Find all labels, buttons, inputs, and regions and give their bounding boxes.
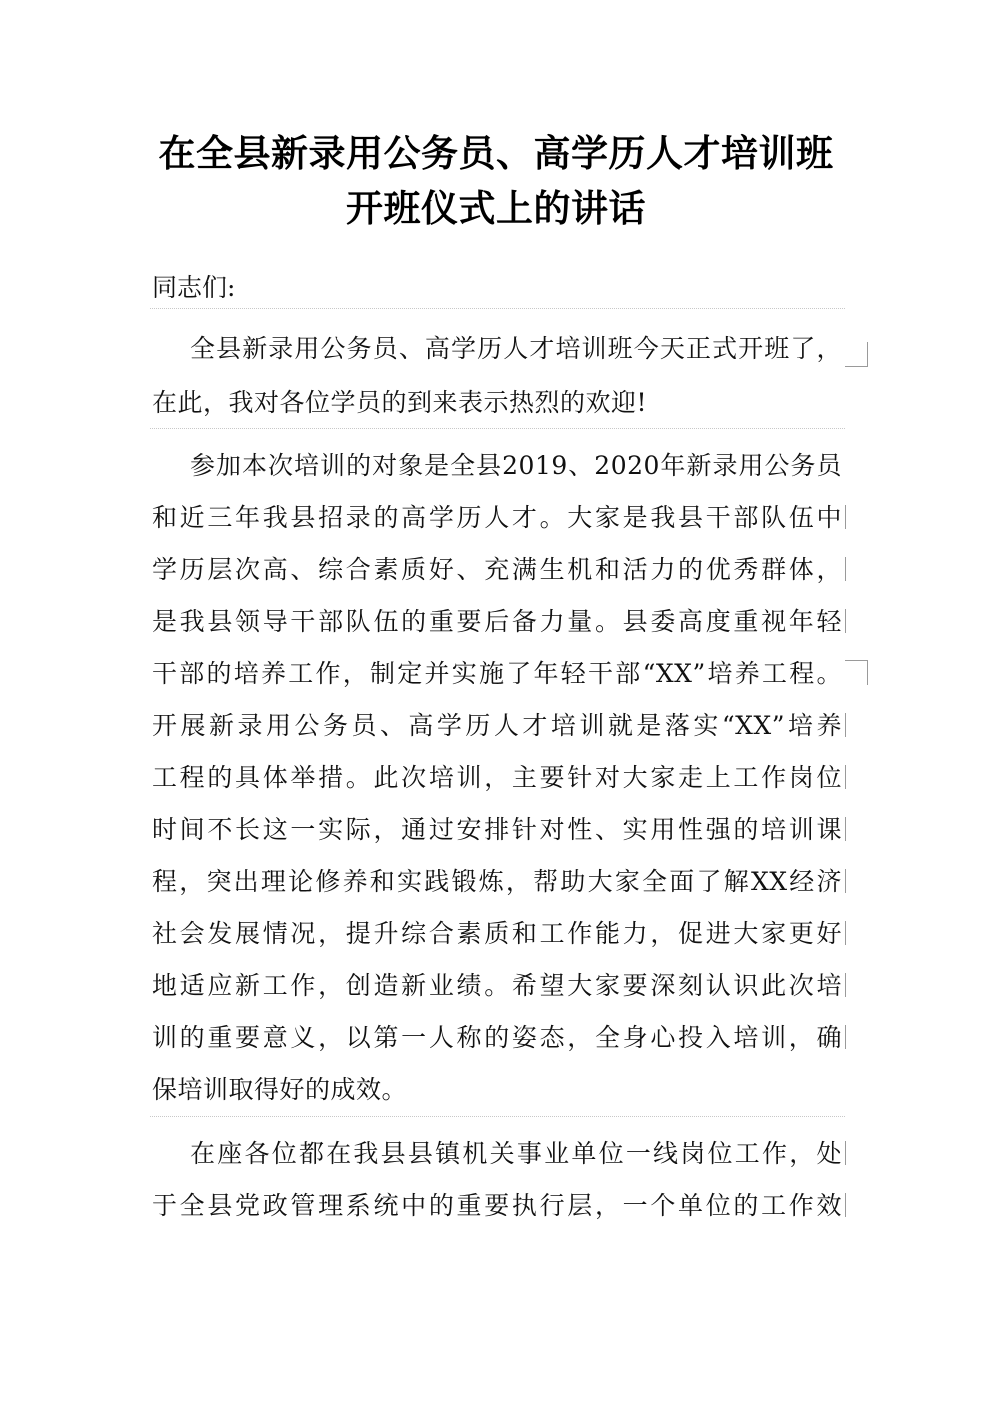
line-end-marker — [845, 342, 868, 367]
line-end-marker — [845, 713, 846, 737]
line-end-marker — [845, 1141, 846, 1165]
line-end-marker — [845, 921, 846, 945]
paragraph-separator — [150, 1116, 845, 1117]
paragraph-2-line-3: 学历层次高、综合素质好、充满生机和活力的优秀群体， — [152, 555, 842, 584]
line-end-marker — [845, 1193, 846, 1217]
line-end-marker — [845, 557, 846, 581]
paragraph-separator — [150, 308, 845, 309]
paragraph-2-line-2: 和近三年我县招录的高学历人才。大家是我县干部队伍中 — [152, 503, 842, 532]
paragraph-2-line-13: 保培训取得好的成效。 — [152, 1075, 408, 1104]
paragraph-1-line-2: 在此，我对各位学员的到来表示热烈的欢迎! — [152, 388, 648, 417]
line-end-marker — [845, 817, 846, 841]
paragraph-2-line-11: 地适应新工作，创造新业绩。希望大家要深刻认识此次培 — [152, 971, 842, 1000]
paragraph-2-line-4: 是我县领导干部队伍的重要后备力量。县委高度重视年轻 — [152, 607, 842, 636]
line-end-marker — [845, 609, 846, 633]
paragraph-2-line-8: 时间不长这一实际，通过安排针对性、实用性强的培训课 — [152, 815, 842, 844]
paragraph-2-line-7: 工程的具体举措。此次培训，主要针对大家走上工作岗位 — [152, 763, 842, 792]
line-end-marker — [845, 973, 846, 997]
paragraph-2-line-10: 社会发展情况，提升综合素质和工作能力，促进大家更好 — [152, 919, 842, 948]
paragraph-separator — [150, 428, 845, 429]
paragraph-2-line-9: 程，突出理论修养和实践锻炼，帮助大家全面了解XX经济 — [152, 867, 842, 896]
salutation: 同志们: — [152, 273, 236, 302]
paragraph-2-line-12: 训的重要意义，以第一人称的姿态，全身心投入培训，确 — [152, 1023, 842, 1052]
paragraph-2-line-5: 干部的培养工作，制定并实施了年轻干部“XX”培养工程。 — [152, 659, 842, 688]
line-end-marker — [845, 869, 846, 893]
document-title-line-2: 开班仪式上的讲话 — [346, 186, 646, 230]
paragraph-3-line-1: 在座各位都在我县县镇机关事业单位一线岗位工作，处 — [190, 1139, 842, 1168]
paragraph-2-line-1: 参加本次培训的对象是全县2019、2020年新录用公务员 — [190, 451, 842, 480]
line-end-marker — [845, 505, 846, 529]
line-end-marker — [845, 765, 846, 789]
line-end-marker — [845, 1025, 846, 1049]
paragraph-2-line-6: 开展新录用公务员、高学历人才培训就是落实“XX”培养 — [152, 711, 842, 740]
document-title-line-1: 在全县新录用公务员、高学历人才培训班 — [158, 131, 834, 175]
paragraph-1-line-1: 全县新录用公务员、高学历人才培训班今天正式开班了， — [190, 334, 842, 363]
line-end-marker — [845, 660, 868, 685]
paragraph-3-line-2: 于全县党政管理系统中的重要执行层，一个单位的工作效 — [152, 1191, 842, 1220]
